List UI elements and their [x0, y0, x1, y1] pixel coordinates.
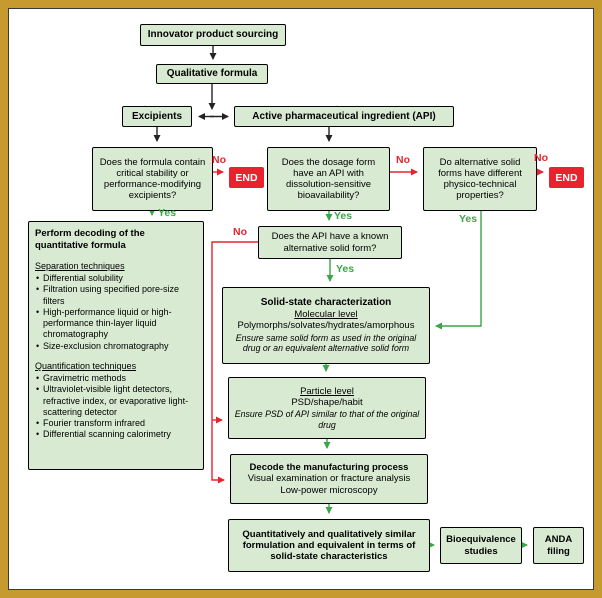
list-item: • Gravimetric methods — [35, 373, 198, 384]
node-question-dissolution-sensitive: Does the dosage form have an API with dissolution-sensitive bioavailability? — [267, 147, 390, 211]
separation-techniques-section — [35, 261, 198, 352]
node-question-alternative-solid-forms: Do alternative solid forms have different physico-technical properties? — [423, 147, 537, 211]
particle-level-note: Ensure PSD of API similar to that of the original drug — [234, 409, 420, 430]
quantification-techniques-heading: Quantification techniques — [35, 360, 137, 371]
end-node-right: END — [549, 167, 584, 188]
solid-state-title: Solid-state characterization — [260, 297, 392, 309]
list-item: • Size-exclusion chromatography — [35, 341, 198, 352]
node-similar-formulation: Quantitatively and qualitatively similar formulation and equivalent in terms of solid-state characteristics — [228, 519, 430, 572]
node-question-known-solid-form: Does the API have a known alternative solid form? — [258, 226, 402, 259]
edge-label-yes-altforms: Yes — [459, 213, 478, 225]
edge-label-yes-knownform: Yes — [336, 263, 355, 275]
list-item: • Fourier transform infrared — [35, 418, 198, 429]
node-qualitative-formula: Qualitative formula — [156, 64, 268, 84]
node-question-critical-excipients: Does the formula contain critical stability or performance-modifying excipients? — [92, 147, 213, 211]
edge-label-no-dissolution: No — [396, 154, 410, 166]
psd-line: PSD/shape/habit — [291, 396, 363, 408]
edge-label-yes-dissolution: Yes — [334, 210, 353, 222]
edge-label-no-excipients: No — [212, 154, 226, 166]
node-api: Active pharmaceutical ingredient (API) — [234, 106, 454, 127]
quantification-techniques-section — [35, 361, 198, 441]
list-item: • Ultraviolet-visible light detectors, refractive index, or evaporative light-scattering detector — [35, 384, 198, 418]
list-item: • High-performance liquid or high-performance thin-layer liquid chromatography — [35, 307, 198, 341]
node-anda-filing: ANDA filing — [533, 527, 584, 564]
node-bioequivalence-studies: Bioequivalence studies — [440, 527, 522, 564]
edge-label-yes-excipients: Yes — [158, 207, 177, 219]
node-solid-state-characterization — [222, 287, 430, 364]
list-item: • Differential scanning calorimetry — [35, 429, 198, 440]
separation-techniques-heading: Separation techniques — [35, 260, 125, 271]
edge-label-no-knownform: No — [233, 226, 247, 238]
solid-state-note: Ensure same solid form as used in the original drug or an equivalent alternative solid form — [235, 332, 417, 354]
decode-title: Decode the manufacturing process — [249, 462, 409, 474]
polymorphs-line: Polymorphs/solvates/hydrates/amorphous — [237, 320, 415, 332]
decode-line-1: Visual examination or fracture analysis — [247, 473, 411, 485]
node-excipients: Excipients — [122, 106, 192, 127]
node-decode-manufacturing-process — [230, 454, 428, 504]
decode-line-2: Low-power microscopy — [280, 484, 378, 496]
particle-level-subtitle: Particle level — [300, 385, 354, 397]
end-node-left: END — [229, 167, 264, 188]
node-particle-level — [228, 377, 426, 439]
node-quantitative-formula-decoding — [28, 221, 204, 470]
node-innovator-product-sourcing: Innovator product sourcing — [140, 24, 286, 46]
list-item: • Differential solubility — [35, 273, 198, 284]
molecular-level-subtitle: Molecular level — [294, 309, 358, 321]
quant-formula-title: Perform decoding of the quantitative formula — [35, 228, 145, 251]
edge-label-no-altforms: No — [534, 152, 548, 164]
list-item: • Filtration using specified pore-size filters — [35, 284, 198, 307]
